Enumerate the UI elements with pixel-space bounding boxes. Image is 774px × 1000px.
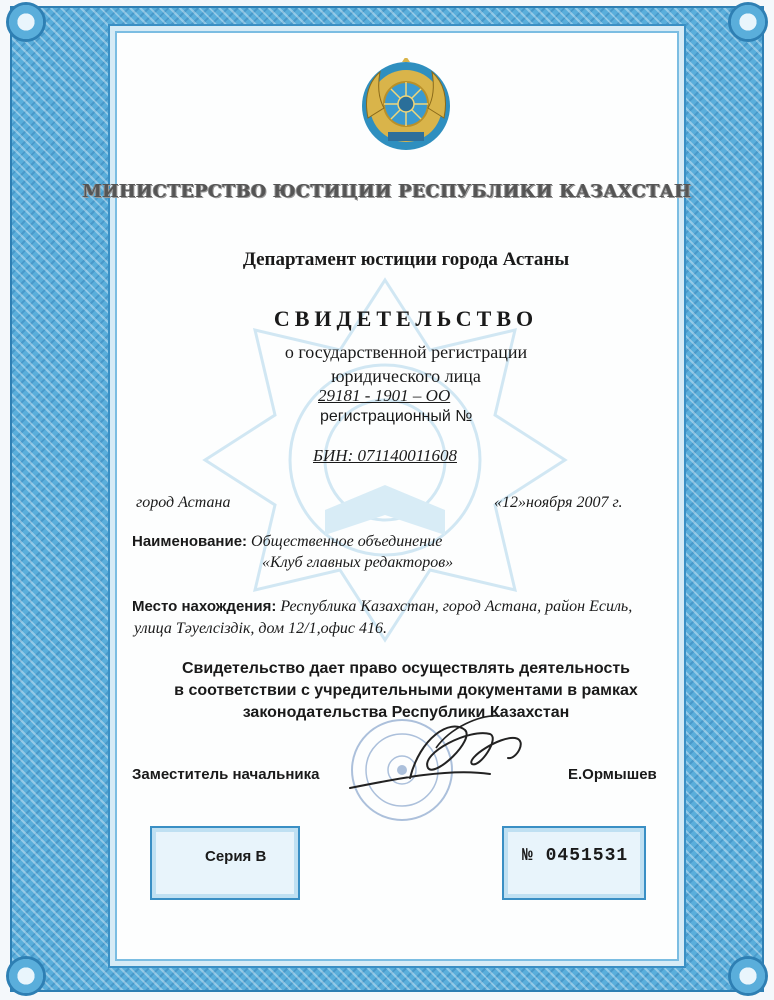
certificate-serial-number: № 0451531 — [522, 846, 629, 866]
organization-name-line1: Общественное объединение — [251, 533, 443, 550]
organization-name-row — [132, 533, 442, 551]
signatory-position: Заместитель начальника — [132, 766, 320, 783]
corner-ornament — [6, 2, 46, 42]
bin-number: БИН: 071140011608 — [313, 446, 457, 465]
handwritten-signature — [340, 708, 540, 798]
series-label: Серия В — [205, 848, 267, 865]
department-name: Департамент юстиции города Астаны — [242, 249, 570, 270]
location-line2: улица Тәуелсіздік, дом 12/1,офис 416. — [134, 620, 388, 637]
corner-ornament — [728, 956, 768, 996]
name-label: Наименование: — [132, 533, 248, 550]
rights-line1: Свидетельство дает право осуществлять деятельность — [181, 660, 631, 677]
issue-date: «12»ноября 2007 г. — [494, 494, 623, 511]
location-line1: Республика Казахстан, город Астана, район Есиль, — [280, 598, 633, 615]
certificate-subtitle-line1: о государственной регистрации — [284, 342, 528, 362]
registration-number-label: регистрационный № — [320, 408, 473, 425]
organization-name-line2: «Клуб главных редакторов» — [262, 554, 454, 571]
ministry-heading: МИНИСТЕРСТВО ЮСТИЦИИ РЕСПУБЛИКИ КАЗАХСТАН — [82, 182, 692, 202]
signatory-name: Е.Ормышев — [568, 766, 657, 783]
certificate-subtitle-line2: юридического лица — [331, 366, 481, 386]
rights-line2: в соответствии с учредительными документами в рамках — [174, 682, 638, 699]
issue-city: город Астана — [136, 494, 231, 511]
location-label: Место нахождения: — [132, 598, 277, 615]
rights-line3: законодательства Республики Казахстан — [242, 704, 570, 721]
registration-number: 29181 - 1901 – ОО — [318, 386, 451, 405]
location-row — [132, 598, 632, 616]
state-emblem-icon — [358, 58, 454, 154]
corner-ornament — [6, 956, 46, 996]
corner-ornament — [728, 2, 768, 42]
certificate-title: СВИДЕТЕЛЬСТВО — [273, 306, 539, 331]
